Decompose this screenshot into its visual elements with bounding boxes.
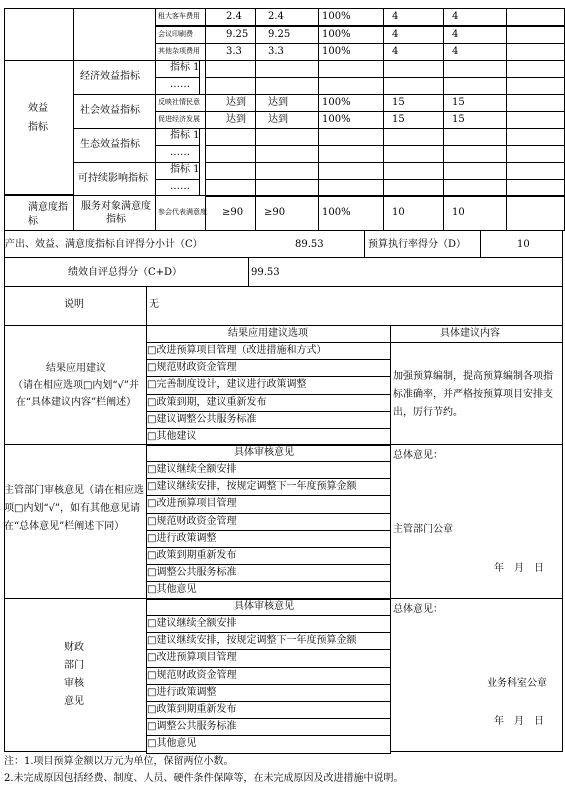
finance-header: 具体审核意见: [234, 601, 294, 612]
benefit-label-1: 效益: [28, 103, 48, 114]
note-row: [4, 286, 563, 326]
blank-1-4: [383, 77, 444, 95]
satisfaction-row-v1: ≥90: [222, 207, 244, 218]
top-row-2-name: 其他杂项费用: [158, 47, 200, 55]
satisfaction-row-s1: 10: [392, 207, 405, 218]
total-split: [248, 257, 249, 287]
social-row-0-cell-6: [506, 94, 565, 112]
social-row-0-s1: 15: [392, 97, 405, 108]
blank-0-1: [205, 60, 256, 78]
footnote-1: 注：1.项目预算金额以万元为单位，保留两位小数。: [4, 756, 234, 767]
dept-overall-cell: [390, 444, 563, 599]
total-value: 99.53: [251, 267, 280, 278]
finance-overall: 总体意见：: [393, 604, 443, 615]
social-row-1-v1: 达到: [226, 114, 246, 125]
footnote-2: 2.未完成原因包括经费、制度、人员、硬件条件保障等，在未完成原因及改进措施中说明。: [4, 773, 404, 784]
dept-overall: 总体意见：: [393, 450, 443, 461]
social-row-1-s1: 15: [392, 114, 405, 125]
top-row-2-s2: 4: [452, 46, 459, 57]
top-row-0-v2: 2.4: [268, 11, 284, 22]
finance-date: 年 月 日: [494, 716, 544, 727]
result-option-3: □政策到期，建议重新发布: [147, 396, 267, 408]
dept-date: 年 月 日: [494, 563, 544, 574]
result-content: 加强预算编制，提高预算编制各项指标准确率，并严格按预算项目安排支出，厉行节约。: [393, 371, 553, 418]
dept-option-6: □调整公共服务标准: [147, 567, 237, 579]
blank-0-4: [383, 60, 444, 78]
finance-option-3: □规范财政资金管理: [147, 669, 237, 681]
blank-2-5: [443, 128, 507, 146]
satisfaction-row-cell-6: [506, 195, 565, 231]
economic-label: 经济效益指标: [80, 71, 140, 82]
top-row-0-s2: 4: [452, 11, 459, 22]
exec-value: 10: [517, 239, 530, 250]
finance-label-1: 部门: [64, 660, 84, 671]
subtotal-label: 产出、效益、满意度指标自评得分小计（C）: [5, 239, 203, 250]
result-header-content: 具体建议内容: [440, 328, 500, 339]
top-row-2-s1: 4: [392, 46, 399, 57]
finance-label-0: 财政: [64, 642, 84, 653]
blank-0-2: [255, 60, 319, 78]
blank-0-3: [318, 60, 384, 78]
result-option-4: □建议调整公共服务标准: [147, 413, 257, 425]
total-label: 绩效自评总得分（C+D）: [68, 267, 183, 278]
blank-4-5: [443, 162, 507, 180]
sustain-item-2: ……: [170, 181, 190, 192]
social-row-1-v2: 达到: [268, 114, 288, 125]
dept-option-2: □改进预算项目管理: [147, 498, 237, 510]
social-row-0-name: 反映社情民意: [158, 98, 200, 106]
dept-option-3: □规范财政资金管理: [147, 515, 237, 527]
top-row-1-cell-6: [506, 26, 565, 44]
top-row-1-s1: 4: [392, 28, 399, 40]
cell: [4, 8, 74, 61]
satisfaction-sublabel: 服务对象满意度指标: [81, 201, 151, 225]
finance-label-cell: [4, 598, 147, 752]
top-row-0-cell-6: [506, 8, 565, 26]
top-row-0-name: 租大客车费用: [158, 12, 200, 20]
blank-4-6: [506, 162, 565, 180]
top-row-2-cell-2: [255, 43, 319, 61]
blank-4-4: [383, 162, 444, 180]
top-row-0-cell-2: [255, 8, 319, 26]
top-row-1-v1: 9.25: [226, 28, 249, 40]
finance-option-2: □改进预算项目管理: [147, 652, 237, 664]
satisfaction-row-name: 参会代表满意度: [158, 208, 207, 216]
dept-header: 具体审核意见: [234, 447, 294, 458]
blank-1-5: [443, 77, 507, 95]
result-option-2: □完善制度设计，建议进行政策调整: [147, 379, 307, 391]
blank-3-4: [383, 145, 444, 163]
satisfaction-label: 满意度指标: [28, 202, 68, 227]
dept-option-4: □进行政策调整: [147, 532, 217, 544]
eco-item-1: 指标 1: [170, 130, 200, 141]
top-row-1-v2: 9.25: [268, 28, 291, 40]
result-option-1: □规范财政资金管理: [147, 362, 237, 374]
top-row-2-cell-6: [506, 43, 565, 61]
eco-label: 生态效益指标: [80, 139, 140, 150]
satisfaction-row-v2: ≥90: [264, 207, 286, 218]
blank-4-2: [255, 162, 319, 180]
finance-option-4: □进行政策调整: [147, 686, 217, 698]
social-row-1-cell-6: [506, 111, 565, 129]
blank-3-2: [255, 145, 319, 163]
economic-item-1: 指标 1: [170, 62, 200, 73]
blank-2-1: [205, 128, 256, 146]
blank-1-1: [205, 77, 256, 95]
result-header-options: 结果应用建议选项: [228, 328, 308, 339]
finance-option-5: □政策到期重新发布: [147, 704, 237, 715]
top-row-0-v1: 2.4: [226, 11, 242, 22]
blank-1-3: [318, 77, 384, 95]
finance-option-6: □调整公共服务标准: [147, 721, 237, 733]
blank-2-3: [318, 128, 384, 146]
dept-option-5: □政策到期重新发布: [147, 550, 237, 561]
finance-seal: 业务科室公章: [487, 678, 547, 689]
note-split: [146, 286, 147, 326]
social-label: 社会效益指标: [80, 105, 140, 116]
finance-overall-cell: [390, 598, 563, 752]
blank-1-6: [506, 77, 565, 95]
blank-2-4: [383, 128, 444, 146]
social-row-0-v2: 达到: [268, 97, 288, 108]
result-label: 结果应用建议 （请在相应选项□内划“√”并在“具体建议内容”栏阐述）: [12, 363, 140, 408]
finance-label-2: 审核: [64, 678, 84, 689]
benefit-label-2: 指标: [28, 122, 48, 133]
dept-option-1: □建议继续安排，按规定调整下一年度预算金额: [147, 481, 357, 493]
cell: [73, 8, 156, 61]
result-option-0: □改进预算项目管理（改进措施和方式）: [147, 345, 327, 356]
subtotal-value: 89.53: [295, 239, 324, 250]
finance-option-7: □其他意见: [147, 738, 197, 750]
blank-1-2: [255, 77, 319, 95]
social-row-0-v1: 达到: [226, 97, 246, 108]
eco-item-2: ……: [170, 147, 190, 158]
subtotal-split-2: [480, 230, 481, 258]
dept-seal: 主管部门公章: [393, 524, 453, 535]
blank-3-1: [205, 145, 256, 163]
blank-2-6: [506, 128, 565, 146]
sustain-label: 可持续影响指标: [78, 173, 148, 184]
result-option-5: □其他建议: [147, 431, 197, 442]
blank-3-3: [318, 145, 384, 163]
social-row-0-s2: 15: [452, 97, 465, 108]
top-row-2-pct: 100%: [322, 46, 351, 57]
finance-option-0: □建议继续全额安排: [147, 618, 237, 629]
subtotal-split: [364, 230, 365, 258]
top-row-1-pct: 100%: [322, 28, 351, 40]
social-row-0-pct: 100%: [322, 97, 351, 108]
blank-4-1: [205, 162, 256, 180]
sustain-item-1: 指标 1: [170, 164, 200, 175]
top-row-2-v1: 3.3: [226, 46, 242, 57]
top-row-2-v2: 3.3: [268, 46, 284, 57]
note-value: 无: [149, 299, 159, 310]
social-row-1-name: 促进经济发展: [158, 115, 200, 123]
blank-4-3: [318, 162, 384, 180]
dept-option-7: □其他意见: [147, 584, 197, 596]
economic-item-2: ……: [170, 79, 190, 90]
top-row-0-s1: 4: [392, 11, 399, 22]
top-row-0-pct: 100%: [322, 11, 351, 22]
exec-label: 预算执行率得分（D）: [368, 239, 467, 250]
social-row-1-s2: 15: [452, 114, 465, 125]
top-row-1-s2: 4: [452, 28, 459, 40]
satisfaction-row-pct: 100%: [322, 207, 351, 218]
top-row-1-name: 会议印刷费: [158, 29, 193, 38]
blank-3-5: [443, 145, 507, 163]
satisfaction-row-s2: 10: [452, 207, 465, 218]
blank-2-2: [255, 128, 319, 146]
social-row-1-pct: 100%: [322, 114, 351, 125]
note-label: 说明: [64, 299, 84, 310]
blank-3-6: [506, 145, 565, 163]
finance-option-1: □建议继续安排，按规定调整下一年度预算金额: [147, 635, 357, 647]
dept-option-0: □建议继续全额安排: [147, 464, 237, 475]
dept-label: 主管部门审核意见（请在相应选项□内划“√”，如有其他意见请在“总体意见”栏阐述下同）: [4, 485, 144, 532]
blank-0-6: [506, 60, 565, 78]
blank-0-5: [443, 60, 507, 78]
finance-label-3: 意见: [64, 696, 84, 707]
